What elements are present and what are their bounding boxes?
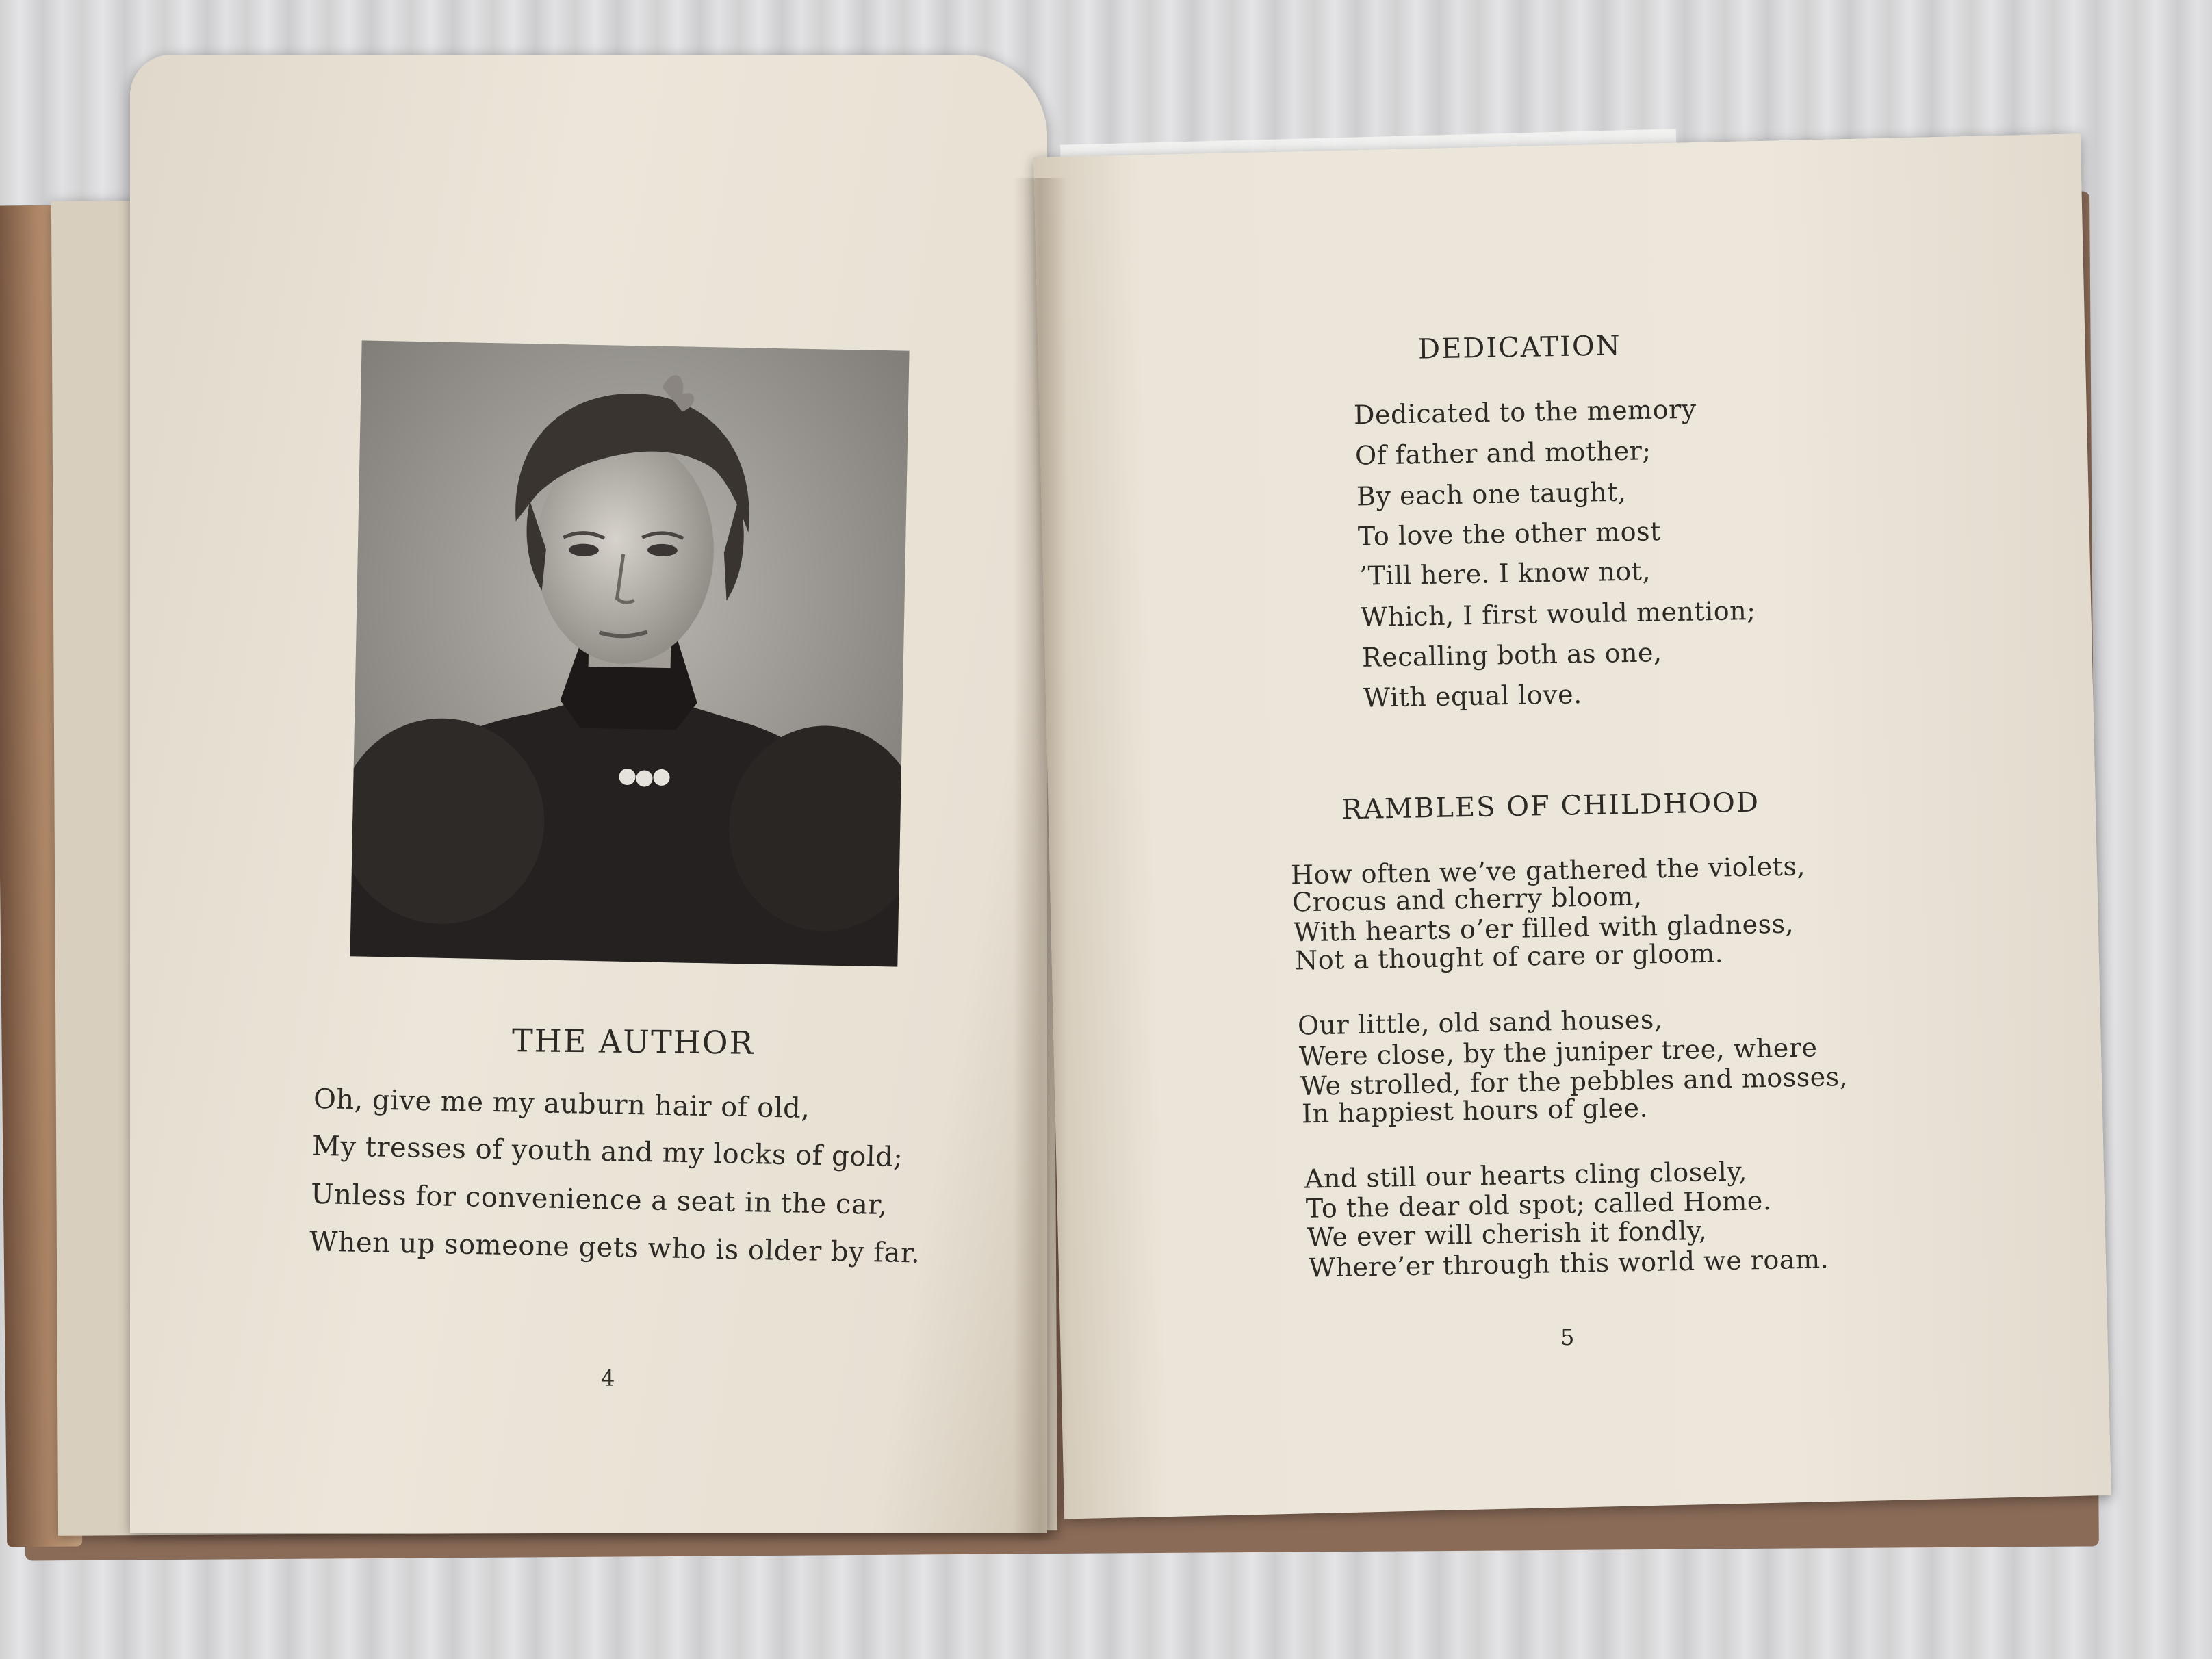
dedication-line: By each one taught, xyxy=(1356,476,1627,512)
poem-line: When up someone gets who is older by far. xyxy=(309,1226,921,1270)
dedication-line: With equal love. xyxy=(1363,679,1582,713)
dedication-line: Dedicated to the memory xyxy=(1353,394,1697,430)
poem-title: RAMBLES OF CHILDHOOD xyxy=(1341,786,1760,826)
poem-line: My tresses of youth and my locks of gold; xyxy=(311,1130,903,1174)
page-number-right: 5 xyxy=(1560,1324,1575,1350)
page-number-left: 4 xyxy=(601,1365,615,1391)
stanza-line: Were close, by the juniper tree, where xyxy=(1298,1032,1818,1072)
stanza-line: How often we’ve gathered the violets, xyxy=(1290,851,1806,890)
poem-line: Oh, give me my auburn hair of old, xyxy=(313,1083,810,1124)
stanza-line: To the dear old spot; called Home. xyxy=(1305,1185,1772,1224)
stanza-line: Where’er through this world we roam. xyxy=(1308,1244,1829,1283)
dedication-title: DEDICATION xyxy=(1417,330,1622,365)
stanza-line: We ever will cherish it fondly, xyxy=(1307,1215,1708,1253)
author-portrait-photo xyxy=(350,340,909,966)
photo-caption: THE AUTHOR xyxy=(511,1022,755,1062)
dedication-line: To love the other most xyxy=(1357,516,1662,552)
stanza-line: In happiest hours of glee. xyxy=(1301,1092,1649,1129)
poem-line: Unless for convenience a seat in the car, xyxy=(310,1178,888,1222)
dedication-line: ’Till here. I know not, xyxy=(1359,556,1651,591)
stanza-line: With hearts o’er filled with gladness, xyxy=(1293,908,1795,948)
stanza-line: Not a thought of care or gloom. xyxy=(1294,938,1724,976)
stanza-line: Crocus and cherry bloom, xyxy=(1291,881,1643,918)
dedication-line: Of father and mother; xyxy=(1354,435,1651,471)
stanza-line: We strolled, for the pebbles and mosses, xyxy=(1300,1062,1849,1101)
stanza-line: Our little, old sand houses, xyxy=(1297,1004,1663,1041)
dedication-line: Which, I first would mention; xyxy=(1360,595,1756,633)
portrait-illustration xyxy=(350,340,909,966)
book-gutter xyxy=(1013,178,1068,1540)
dedication-line: Recalling both as one, xyxy=(1361,637,1662,673)
stanza-line: And still our hearts cling closely, xyxy=(1304,1156,1748,1194)
